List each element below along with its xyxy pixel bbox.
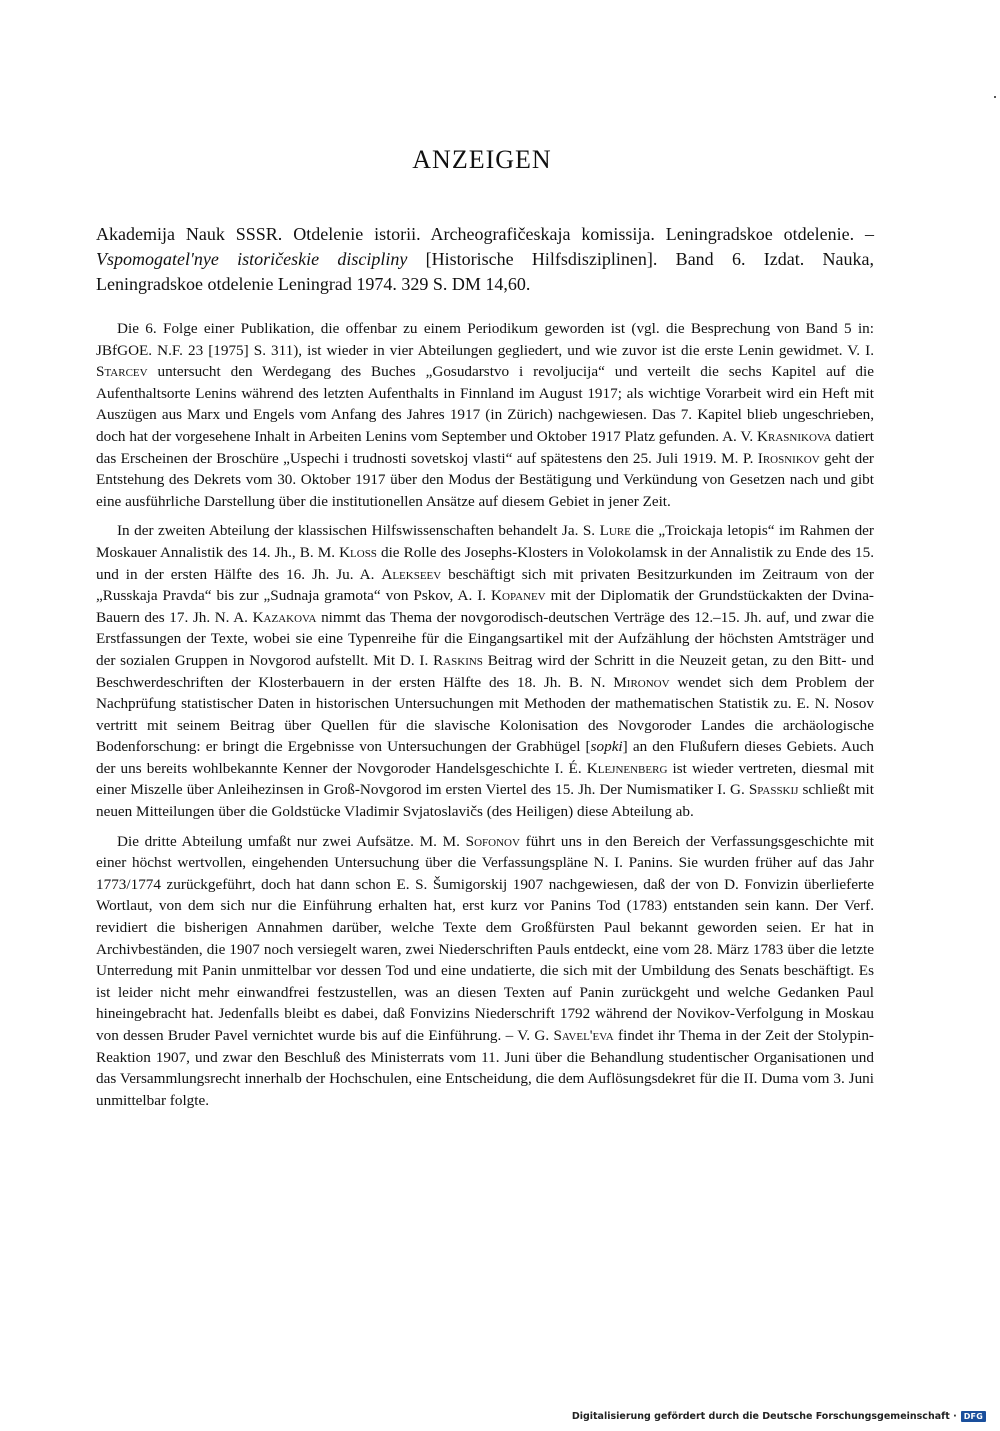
author-name: Sofonov xyxy=(465,832,520,850)
text-run: nimmt das Thema der novgorodisch-deutschen Verträge des 12.–15. Jh. auf, und zwar die Erstfassungen der Texte, wobei sie eine Typenreihe für die Eingangsartikel mit der Aufzählung der höchsten Amtsträger und der sozialen Gruppen in Novgorod aufstellt. Mit D. I. xyxy=(96,608,874,669)
citation-book-title: Vspomogatel'nye istoričeskie discipliny xyxy=(96,249,408,269)
text-run: wendet sich dem Problem der Nachprüfung statistischer Daten in historischen Untersuchungen mit Methoden der mathematischen Statistik zu. E. N. Nosov vertritt mit seinem Beitrag über Quellen für die slavische Kolonisation des Novgoroder Landes die archäologische Bodenforschung: er bringt die Ergebnisse von Untersuchungen der Grabhügel [ xyxy=(96,673,874,756)
text-run: mit der Diplomatik der Grundstückakten der Dvina-Bauern des 17. Jh. N. A. xyxy=(96,587,874,626)
footer-credit-text: Digitalisierung gefördert durch die Deutsche Forschungsgemeinschaft · xyxy=(571,1411,957,1422)
author-name: Starcev xyxy=(96,363,148,381)
review-body xyxy=(96,318,874,1119)
text-run: die „Troickaja letopis“ im Rahmen der Moskauer Annalistik des 14. Jh., B. M. xyxy=(96,522,874,561)
text-run: beschäftigt sich mit privaten Besitzurkunden im Zeitraum von der „Russkaja Pravda“ bis zur „Sudnaja gramota“ von Pskov, A. I. xyxy=(96,565,874,605)
dfg-logo: DFG xyxy=(961,1411,986,1422)
text-run: ] an den Flußufern dieses Gebiets. Auch der uns bereits wohlbekannte Kenner der Novgoroder Handelsgeschichte I. É. xyxy=(96,738,874,777)
author-name: Raskins xyxy=(433,651,483,669)
text-run: ist wieder vertreten, diesmal mit einer Miszelle über Anleihezinsen in Groß-Novgorod im ersten Viertel des 15. Jh. Der Numismatiker I. G. xyxy=(96,759,874,799)
author-name: Mironov xyxy=(613,673,670,691)
author-name: Kloss xyxy=(339,543,377,561)
citation-suffix: [Historische Hilfsdisziplinen]. Band 6. Izdat. Nauka, Leningradskoe otdelenie Leningrad 1974. 329 S. DM 14,60. xyxy=(96,249,874,294)
paragraph-2 xyxy=(96,520,874,822)
text-run: In der zweiten Abteilung der klassischen Hilfswissenschaften behandelt Ja. S. xyxy=(117,522,600,540)
text-run: geht der Entstehung des Dekrets vom 30. Oktober 1917 über den Modus der Bestätigung und Verkündung von Gesetzen nach und gibt eine ausführliche Darstellung über die institutionellen Ansätze auf diesem Gebiet in jener Zeit. xyxy=(96,449,874,510)
author-name: Alekseev xyxy=(381,565,442,583)
author-name: Spasskij xyxy=(748,781,799,799)
text-run: führt uns in den Bereich der Verfassungsgeschichte mit einer höchst wertvollen, eingehenden Untersuchung über die Verfassungspläne N. I. Panins. Sie wurden früher auf das Jahr 1773/1774 zurückgeführt, doch hat dann schon E. S. Šumigorskij 1907 nachgewiesen, daß der von D. Fonvizin überlieferte Wortlaut, von dem sich nur die Einführung erhalten hat, erst kurz vor Panins Tod (1783) entstanden sein kann. Der Verf. revidiert die bisherigen Annahmen darüber, welche Texte dem Großfürsten Paul bekannt geworden seien. Er hat in Archivbeständen, die 1907 noch versiegelt waren, zwei Niederschriften Pauls entdeckt, eine vom 28. März 1783 über die letzte Unterredung mit Panin unmittelbar vor dessen Tod und eine undatierte, die sich mit der Umbildung des Senats beschäftigt. Es ist leider nicht mehr einwandfrei festzustellen, was an diesen Texten auf Panin zurückgeht und welche Gedanken Paul hineingebracht hat. Jedenfalls bleibt es dabei, daß Fonvizins Niederschrift 1792 während der Novikov-Verfolgung in Moskau von dessen Bruder Pavel vernichtet wurde bis auf die Einführung. – V. G. xyxy=(96,832,874,1044)
text-run: die Rolle des Josephs-Klosters in Volokolamsk in der Annalistik zu Ende des 15. und in der ersten Hälfte des 16. Jh. Ju. A. xyxy=(96,543,874,583)
author-name: Kazakova xyxy=(252,608,317,626)
section-heading: ANZEIGEN xyxy=(412,145,552,175)
paragraph-3 xyxy=(96,831,874,1112)
bibliographic-citation xyxy=(96,222,874,297)
text-run: Die dritte Abteilung umfaßt nur zwei Aufsätze. M. M. xyxy=(117,832,466,850)
scan-edge-mark xyxy=(994,96,996,98)
author-name: Lure xyxy=(599,522,631,540)
text-run: untersucht den Werdegang des Buches „Gosudarstvo i revoljucija“ und verteilt die sechs Kapitel auf die Aufenthaltsorte Lenins während des letzten Aufenthalts in Finnland im August 1917; als wichtige Vorarbeit wird ein Heft mit Auszügen aus Marx und Engels vom Anfang des Jahres 1917 (in Zürich) nachgewiesen. Das 7. Kapitel blieb ungeschrieben, doch hat der vorgesehene Inhalt in Arbeiten Lenins vom September und Oktober 1917 Platz gefunden. A. V. xyxy=(96,363,874,445)
citation-prefix: Akademija Nauk SSSR. Otdelenie istorii. Archeografičeskaja komissija. Leningradskoe otdelenie. – xyxy=(96,224,874,244)
author-name: Irosnikov xyxy=(757,449,820,467)
digitization-footer xyxy=(572,1411,986,1422)
text-run: Die 6. Folge einer Publikation, die offenbar zu einem Periodikum geworden ist (vgl. die Besprechung von Band 5 in: JBfGOE. N.F. 23 [1975] S. 311), ist wieder in vier Abteilungen gegliedert, und wie zuvor ist die erste Lenin gewidmet. V. I. xyxy=(96,320,874,359)
text-run: schließt mit neuen Mitteilungen über die Goldstücke Vladimir Svjatoslavičs (des Heiligen) diese Abteilung ab. xyxy=(96,781,874,821)
author-name: Krasnikova xyxy=(757,427,832,445)
italic-term: sopki xyxy=(590,738,623,756)
author-name: Kopanev xyxy=(491,587,546,605)
text-run: Beitrag wird der Schritt in die Neuzeit getan, zu den Bitt- und Beschwerdeschriften der Klosterbauern in der ersten Hälfte des 18. Jh. B. N. xyxy=(96,651,874,691)
text-run: datiert das Erscheinen der Broschüre „Uspechi i trudnosti sovetskoj vlasti“ auf spätestens den 25. Juli 1919. M. P. xyxy=(96,427,874,467)
author-name: Klejnenberg xyxy=(586,759,668,777)
author-name: Savel'eva xyxy=(553,1027,614,1044)
paragraph-1 xyxy=(96,318,874,512)
text-run: findet ihr Thema in der Zeit der Stolypin-Reaktion 1907, und zwar den Beschluß des Ministerrats vom 11. Juni über die Behandlung studentischer Organisationen und das Versammlungsrecht innerhalb der Hochschulen, eine Entscheidung, die dem Auflösungsdekret für die II. Duma vom 3. Juni unmittelbar folgte. xyxy=(96,1027,874,1109)
